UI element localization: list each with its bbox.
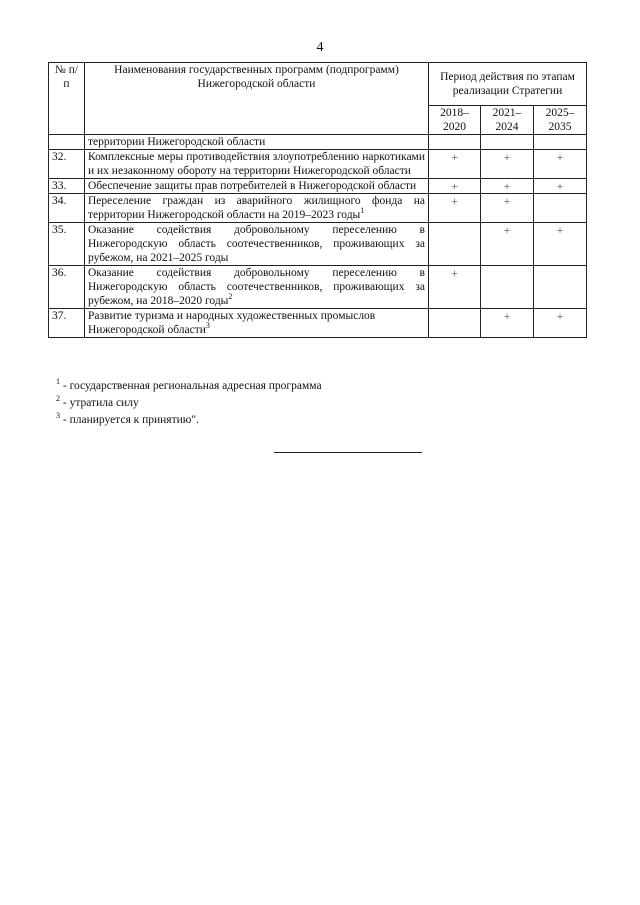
column-header-number: № п/п bbox=[49, 63, 85, 135]
footnote-text: - утратила силу bbox=[60, 397, 139, 409]
column-header-name: Наименования государственных программ (подпрограмм) Нижегородской области bbox=[85, 63, 429, 135]
row-number-cell bbox=[49, 135, 85, 150]
row-name-text: Обеспечение защиты прав потребителей в Нижегородской области bbox=[88, 180, 417, 192]
footnote bbox=[56, 378, 322, 395]
row-mark-cell bbox=[429, 135, 481, 150]
column-header-year: 2025–2035 bbox=[534, 106, 587, 135]
footnote-mark: 1 bbox=[56, 377, 60, 387]
row-name-text: Переселение граждан из аварийного жилищного фонда на территории Нижегородской области на 2019–2023 годы bbox=[88, 195, 425, 221]
row-mark-cell: + bbox=[534, 150, 587, 179]
row-name-cell bbox=[85, 179, 429, 194]
table-row bbox=[49, 309, 587, 338]
footnote-reference: 3 bbox=[205, 321, 210, 331]
row-name-text: Оказание содействия добровольному переселению в Нижегородскую область соотечественников, проживающих за рубежом, на 2021–2025 годы bbox=[88, 224, 425, 264]
row-mark-cell: + bbox=[481, 179, 534, 194]
footnote-reference: 2 bbox=[228, 292, 233, 302]
row-name-cell bbox=[85, 309, 429, 338]
table-row bbox=[49, 179, 587, 194]
row-mark-cell: + bbox=[429, 266, 481, 309]
footnote-text: - государственная региональная адресная программа bbox=[60, 380, 322, 392]
row-name-cell bbox=[85, 266, 429, 309]
row-name-text: Развитие туризма и народных художественных промыслов Нижегородской области bbox=[88, 310, 376, 336]
column-header-year: 2018–2020 bbox=[429, 106, 481, 135]
row-mark-cell: + bbox=[481, 194, 534, 223]
row-mark-cell: + bbox=[481, 223, 534, 266]
row-mark-cell bbox=[534, 135, 587, 150]
row-mark-cell: + bbox=[534, 179, 587, 194]
row-number-cell: 37. bbox=[49, 309, 85, 338]
footnote bbox=[56, 412, 322, 429]
row-name-cell bbox=[85, 223, 429, 266]
table-header-row bbox=[49, 63, 587, 106]
row-name-cell: территории Нижегородской области bbox=[85, 135, 429, 150]
row-mark-cell: + bbox=[481, 150, 534, 179]
row-number-cell: 36. bbox=[49, 266, 85, 309]
footnote-mark: 2 bbox=[56, 394, 60, 404]
row-mark-cell bbox=[481, 135, 534, 150]
column-header-year: 2021–2024 bbox=[481, 106, 534, 135]
row-name-cell bbox=[85, 194, 429, 223]
table-row bbox=[49, 150, 587, 179]
row-mark-cell: + bbox=[481, 309, 534, 338]
programs-table bbox=[48, 62, 587, 338]
column-header-period: Период действия по этапам реализации Стратегии bbox=[429, 63, 587, 106]
row-number-cell: 33. bbox=[49, 179, 85, 194]
row-mark-cell: + bbox=[429, 150, 481, 179]
row-mark-cell bbox=[429, 223, 481, 266]
table-row bbox=[49, 194, 587, 223]
footnote-reference: 1 bbox=[360, 206, 365, 216]
row-mark-cell: + bbox=[534, 223, 587, 266]
row-number-cell: 35. bbox=[49, 223, 85, 266]
closing-rule bbox=[274, 452, 422, 453]
row-mark-cell bbox=[429, 309, 481, 338]
footnote-text: - планируется к принятию". bbox=[60, 414, 199, 426]
table-row bbox=[49, 223, 587, 266]
table-row-continuation bbox=[49, 135, 587, 150]
page-number: 4 bbox=[316, 40, 324, 55]
row-mark-cell: + bbox=[534, 309, 587, 338]
footnote bbox=[56, 395, 322, 412]
row-mark-cell bbox=[481, 266, 534, 309]
row-number-cell: 34. bbox=[49, 194, 85, 223]
row-mark-cell bbox=[534, 266, 587, 309]
footnote-mark: 3 bbox=[56, 411, 60, 421]
row-name-text: Оказание содействия добровольному переселению в Нижегородскую область соотечественников, проживающих за рубежом, на 2018–2020 годы bbox=[88, 267, 425, 307]
row-number-cell: 32. bbox=[49, 150, 85, 179]
table-row bbox=[49, 266, 587, 309]
footnotes bbox=[56, 378, 322, 429]
row-mark-cell bbox=[534, 194, 587, 223]
row-mark-cell: + bbox=[429, 179, 481, 194]
row-mark-cell: + bbox=[429, 194, 481, 223]
row-name-cell bbox=[85, 150, 429, 179]
row-name-text: Комплексные меры противодействия злоупотреблению наркотиками и их незаконному обороту на территории Нижегородской области bbox=[88, 151, 425, 177]
